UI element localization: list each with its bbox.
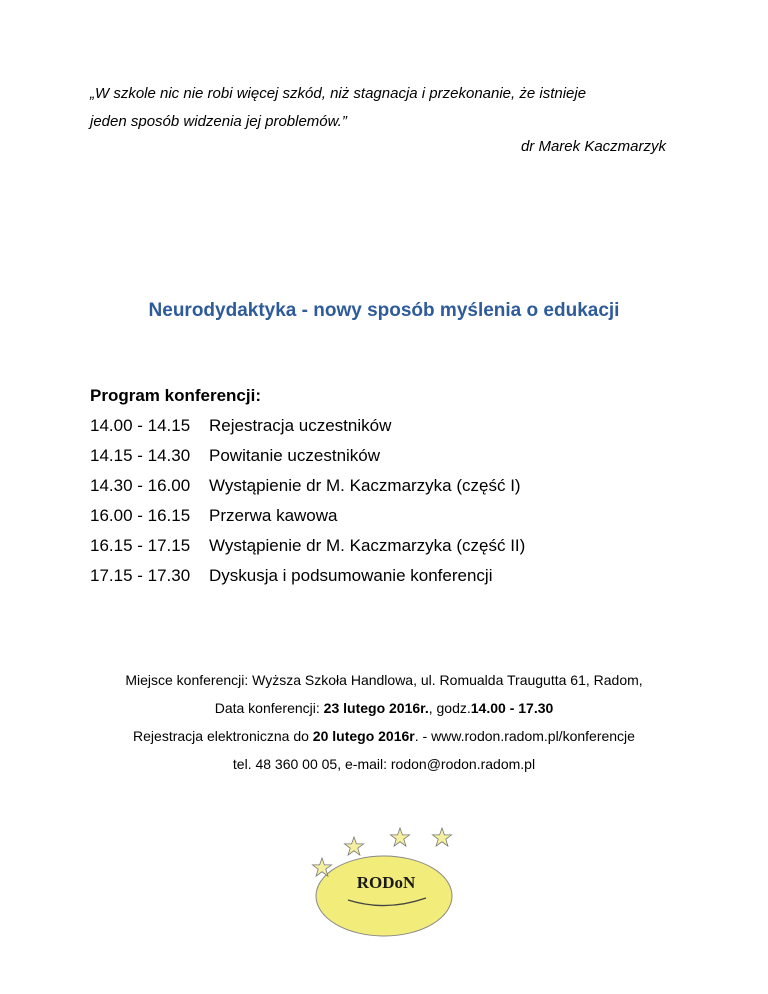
program-desc: Dyskusja i podsumowanie konferencji	[209, 566, 493, 585]
quote-author: dr Marek Kaczmarzyk	[520, 138, 666, 155]
info-registration	[0, 722, 768, 750]
star-icon	[345, 837, 364, 855]
program-row	[90, 501, 690, 531]
reg-suffix: . - www.rodon.radom.pl/konferencje	[414, 728, 635, 744]
date-value: 23 lutego 2016r.	[323, 700, 429, 716]
page-title: Neurodydaktyka - nowy sposób myślenia o edukacji	[148, 300, 620, 321]
program	[90, 384, 690, 591]
logo-ellipse	[316, 856, 452, 936]
info-date	[0, 694, 768, 722]
program-desc: Wystąpienie dr M. Kaczmarzyka (część II)	[209, 536, 526, 555]
program-heading: Program konferencji:	[90, 386, 261, 405]
conference-info	[0, 666, 768, 778]
program-time: 17.15 - 17.30	[90, 566, 191, 585]
reg-date: 20 lutego 2016r	[312, 728, 415, 744]
quote-line-1: „W szkole nic nie robi więcej szkód, niż stagnacja i przekonanie, że istnieje	[90, 85, 587, 102]
program-time: 16.15 - 17.15	[90, 536, 191, 555]
reg-prefix: Rejestracja elektroniczna do	[133, 728, 313, 744]
quote	[90, 80, 690, 136]
program-desc: Rejestracja uczestników	[209, 416, 392, 435]
program-row	[90, 441, 690, 471]
program-row	[90, 561, 690, 591]
program-time: 16.00 - 16.15	[90, 506, 191, 525]
program-row	[90, 531, 690, 561]
program-time: 14.00 - 14.15	[90, 416, 191, 435]
program-desc: Wystąpienie dr M. Kaczmarzyka (część I)	[209, 476, 521, 495]
star-icon	[391, 828, 410, 846]
quote-line-2: jeden sposób widzenia jej problemów.”	[90, 113, 347, 130]
date-mid: , godz.	[428, 700, 471, 716]
info-contact: tel. 48 360 00 05, e-mail: rodon@rodon.radom.pl	[232, 756, 536, 772]
logo-text: RODoN	[356, 873, 416, 892]
program-row	[90, 471, 690, 501]
date-time: 14.00 - 17.30	[470, 700, 554, 716]
rodon-logo	[308, 820, 468, 940]
program-desc: Powitanie uczestników	[209, 446, 381, 465]
program-row	[90, 411, 690, 441]
program-desc: Przerwa kawowa	[209, 506, 338, 525]
star-icon	[433, 828, 452, 846]
info-place: Miejsce konferencji: Wyższa Szkoła Handlowa, ul. Romualda Traugutta 61, Radom,	[125, 672, 643, 688]
date-prefix: Data konferencji:	[214, 700, 324, 716]
program-time: 14.15 - 14.30	[90, 446, 191, 465]
program-time: 14.30 - 16.00	[90, 476, 191, 495]
